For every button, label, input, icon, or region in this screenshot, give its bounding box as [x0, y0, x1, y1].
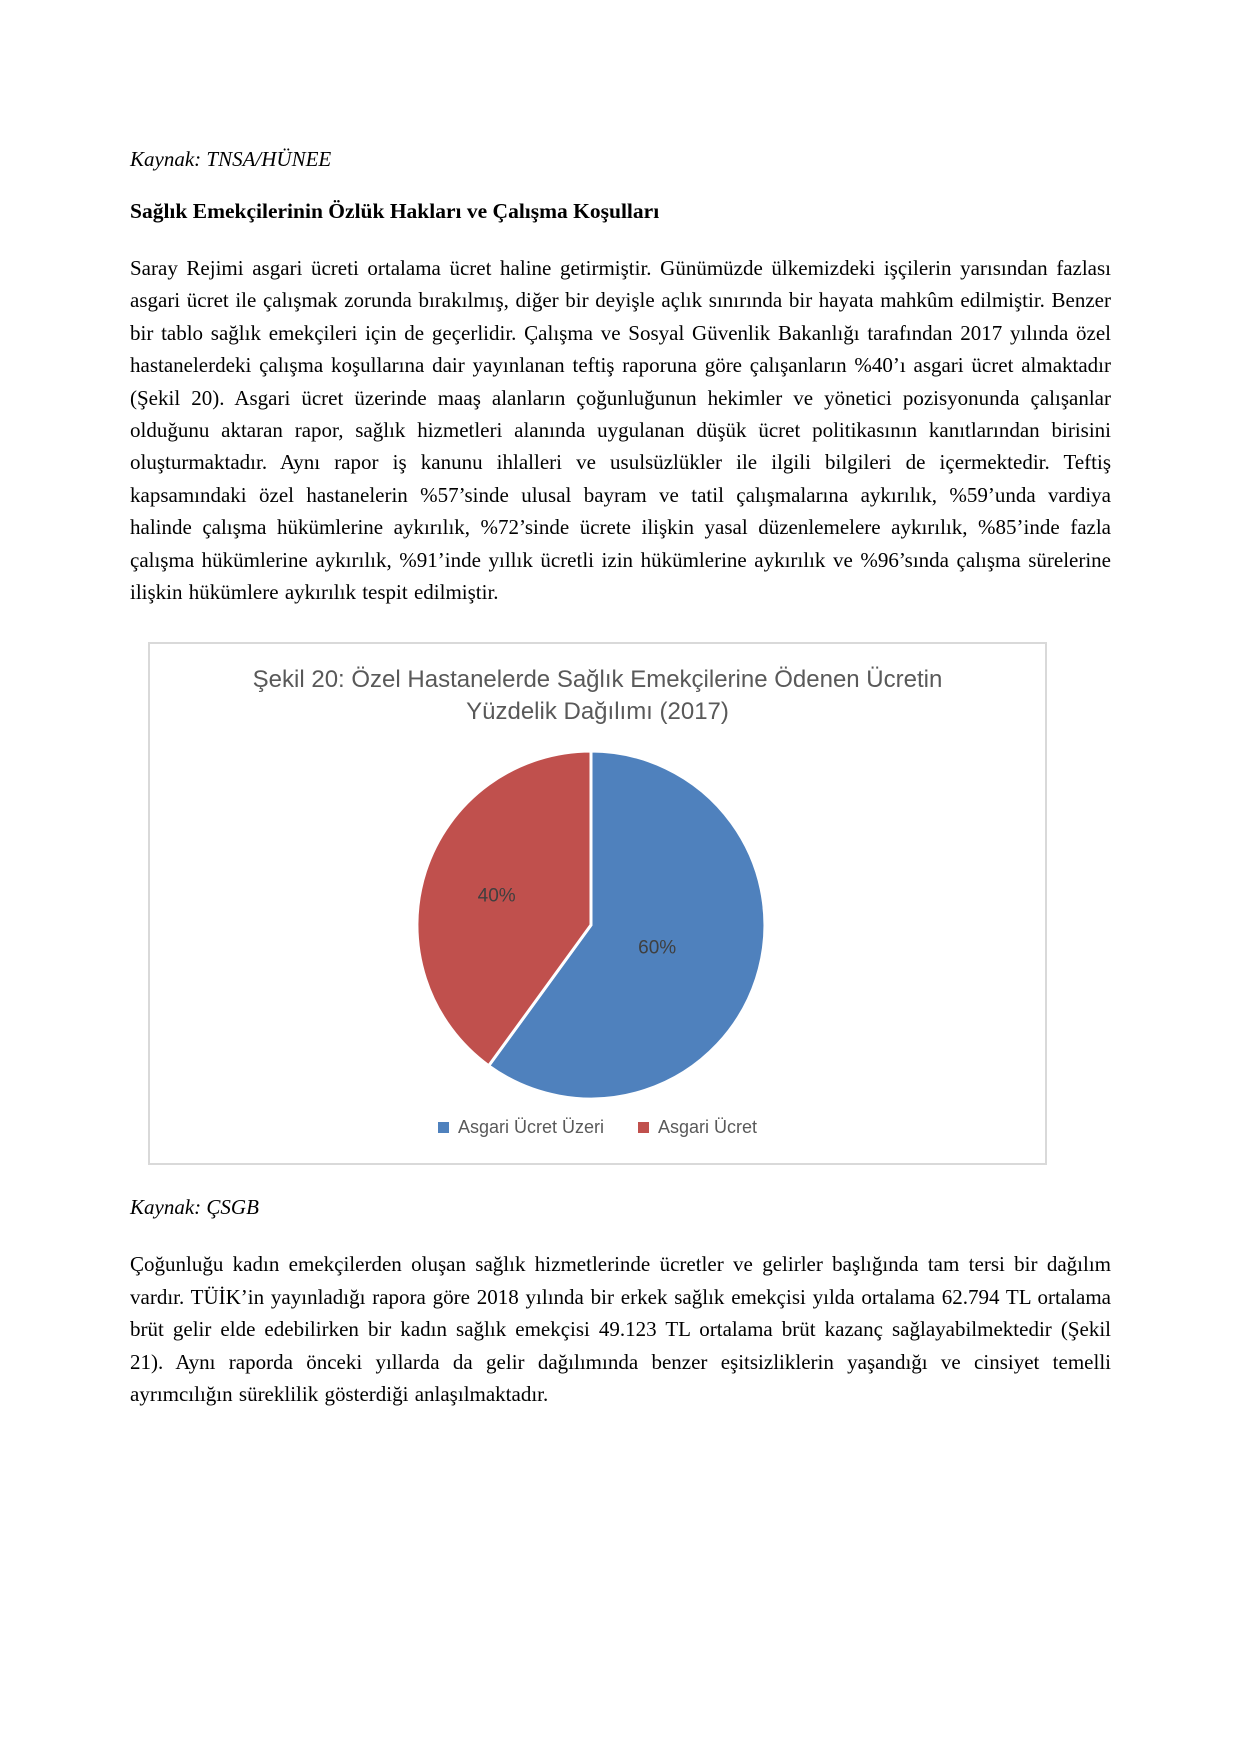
legend-swatch-icon — [638, 1122, 649, 1133]
pie-chart-svg — [150, 749, 1045, 1105]
pie-data-label: 40% — [477, 885, 516, 907]
paragraph-income-inequality: Çoğunluğu kadın emekçilerden oluşan sağlık hizmetlerinde ücretler ve gelirler başlığında tam tersi bir dağılım vardır. TÜİK’in yayınladığı rapora göre 2018 yılında bir erkek sağlık emekçisi yılda ortalama 62.794 TL ortalama brüt gelir elde edebilirken bir kadın sağlık emekçisi 49.123 TL ortalama brüt kazanç sağlayabilmektedir (Şekil 21). Aynı raporda önceki yıllarda da gelir dağılımında benzer eşitsizliklerin yaşandığı ve cinsiyet temelli ayrımcılığın süreklilik gösterdiği anlaşılmaktadır. — [130, 1252, 1111, 1407]
chart-title: Şekil 20: Özel Hastanelerde Sağlık Emekçilerine Ödenen Ücretin Yüzdelik Dağılımı (2017) — [252, 666, 943, 726]
legend-label: Asgari Ücret Üzeri — [457, 1117, 604, 1138]
page-content — [130, 147, 1111, 1411]
legend-swatch-icon — [438, 1122, 449, 1133]
legend-item-over-minimum-wage — [438, 1117, 604, 1138]
figure-20-chart — [148, 642, 1047, 1165]
paragraph-working-conditions: Saray Rejimi asgari ücreti ortalama ücret haline getirmiştir. Günümüzde ülkemizdeki işçilerin yarısından fazlası asgari ücret ile çalışmak zorunda bırakılmış, diğer bir deyişle açlık sınırında bir hayata mahkûm edilmiştir. Benzer bir tablo sağlık emekçileri için de geçerlidir. Çalışma ve Sosyal Güvenlik Bakanlığı tarafından 2017 yılında özel hastanelerdeki çalışma koşullarına dair yayınlanan teftiş raporuna göre çalışanların %40’ı asgari ücret almaktadır (Şekil 20). Asgari ücret üzerinde maaş alanların çoğunluğunun hekimler ve yönetici pozisyonunda çalışanlar olduğunu aktaran rapor, sağlık hizmetleri alanında uygulanan düşük ücret politikasının kanıtlarından birisini oluşturmaktadır. Aynı rapor iş kanunu ihlalleri ve usulsüzlükler ile ilgili bilgileri de içermektedir. Teftiş kapsamındaki özel hastanelerin %57’sinde ulusal bayram ve tatil çalışmalarına aykırılık, %59’unda vardiya halinde çalışma hükümlerine aykırılık, %72’sinde ücrete ilişkin yasal düzenlemelere aykırılık, %85’inde fazla çalışma hükümlerine aykırılık, %91’inde yıllık ücretli izin hükümlerine aykırılık ve %96’sında çalışma sürelerine ilişkin hükümlere aykırılık tespit edilmiştir. — [130, 256, 1111, 605]
source-note-chart: Kaynak: ÇSGB — [130, 1195, 259, 1220]
legend-item-minimum-wage — [638, 1117, 757, 1138]
chart-legend — [150, 1117, 1045, 1138]
source-note-top: Kaynak: TNSA/HÜNEE — [130, 147, 332, 171]
section-heading: Sağlık Emekçilerinin Özlük Hakları ve Çalışma Koşulları — [130, 199, 660, 223]
legend-label: Asgari Ücret — [658, 1117, 758, 1138]
pie-data-label: 60% — [638, 937, 677, 959]
